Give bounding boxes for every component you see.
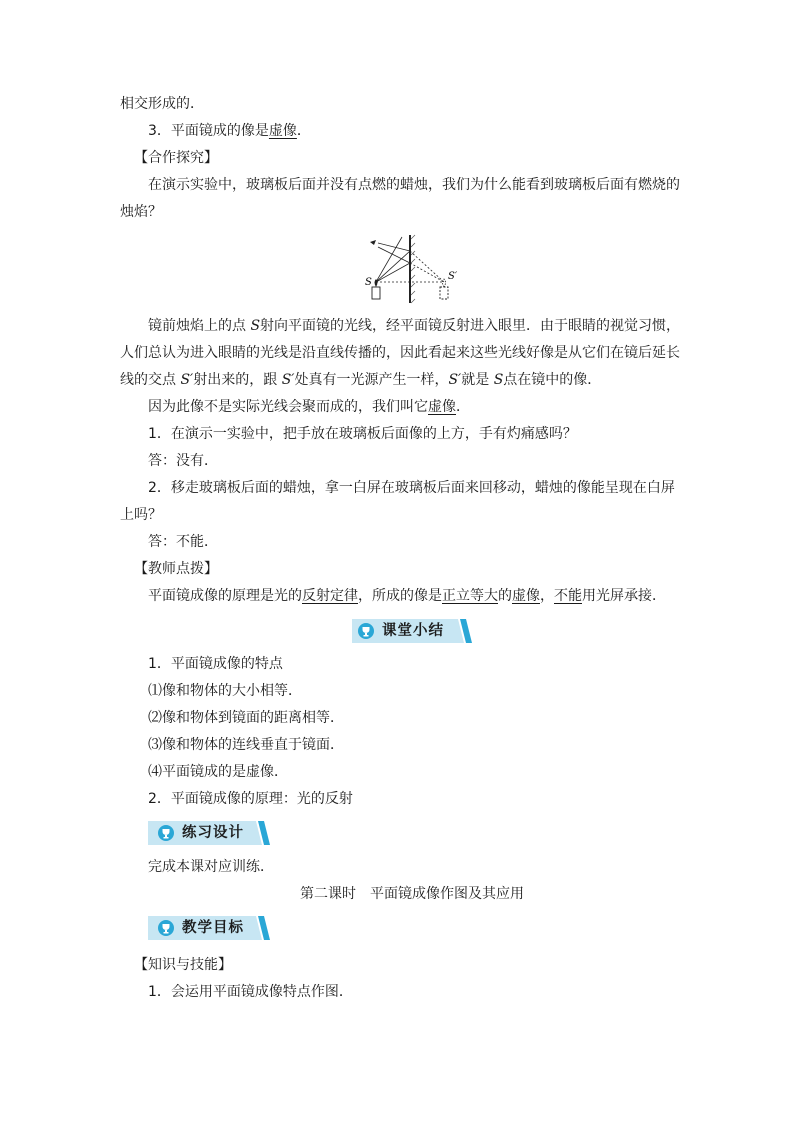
paragraph-text: 3．平面镜成的像是虚像． — [148, 123, 311, 139]
question-2: 2．移走玻璃板后面的蜡烛，拿一白屏在玻璃板后面来回移动，蜡烛的像能呈现在白屏 — [148, 480, 675, 496]
lesson-title: 第二课时 平面镜成像作图及其应用 — [300, 886, 524, 902]
mirror-diagram — [362, 233, 466, 305]
exercise-text: 完成本课对应训练． — [148, 859, 274, 875]
trophy-icon — [158, 825, 174, 841]
banner-teaching-goals — [148, 916, 272, 940]
section-heading-knowledge: 【知识与技能】 — [134, 957, 232, 973]
summary-item: ⑶像和物体的连线垂直于镜面． — [148, 737, 344, 753]
summary-item: ⑵像和物体到镜面的距离相等． — [148, 710, 344, 726]
paragraph-text: 相交形成的． — [120, 96, 204, 112]
teacher-tip-text: 平面镜成像的原理是光的反射定律，所成的像是正立等大的虚像，不能用光屏承接． — [148, 588, 666, 604]
summary-item: 2．平面镜成像的原理：光的反射 — [148, 791, 353, 807]
answer-2: 答：不能． — [148, 534, 218, 550]
summary-item: ⑷平面镜成的是虚像． — [148, 764, 288, 780]
answer-1: 答：没有． — [148, 453, 218, 469]
trophy-icon — [158, 920, 174, 936]
section-heading-cooperation: 【合作探究】 — [134, 150, 218, 166]
label-s-prime: S′ — [448, 271, 458, 282]
label-s: S — [365, 277, 372, 288]
paragraph-text: 烛焰？ — [120, 204, 162, 220]
paragraph-text: 因为此像不是实际光线会聚而成的，我们叫它虚像． — [148, 399, 470, 415]
banner-class-summary — [352, 619, 474, 643]
paragraph-text: 镜前烛焰上的点 S射向平面镜的光线，经平面镜反射进入眼里．由于眼睛的视觉习惯， — [148, 318, 681, 334]
section-heading-teacher-tip: 【教师点拨】 — [134, 561, 218, 577]
goal-item: 1．会运用平面镜成像特点作图． — [148, 984, 353, 1000]
banner-exercise-design — [148, 821, 272, 845]
mirror-reflection-figure — [362, 233, 466, 305]
trophy-icon — [358, 623, 374, 639]
banner-title: 课堂小结 — [382, 623, 444, 639]
banner-title: 教学目标 — [182, 920, 244, 936]
banner-title: 练习设计 — [182, 825, 244, 841]
question-1: 1．在演示一实验中，把手放在玻璃板后面像的上方，手有灼痛感吗？ — [148, 426, 577, 442]
paragraph-text: 在演示实验中，玻璃板后面并没有点燃的蜡烛，我们为什么能看到玻璃板后面有燃烧的 — [148, 177, 680, 193]
paragraph-text: 线的交点 S′射出来的，跟 S′处真有一光源产生一样，S′就是 S点在镜中的像． — [120, 372, 602, 388]
summary-item: ⑴像和物体的大小相等． — [148, 683, 302, 699]
summary-item: 1．平面镜成像的特点 — [148, 656, 283, 672]
paragraph-text: 人们总认为进入眼睛的光线是沿直线传播的，因此看起来这些光线好像是从它们在镜后延长 — [120, 345, 680, 361]
question-2-cont: 上吗？ — [120, 507, 162, 523]
